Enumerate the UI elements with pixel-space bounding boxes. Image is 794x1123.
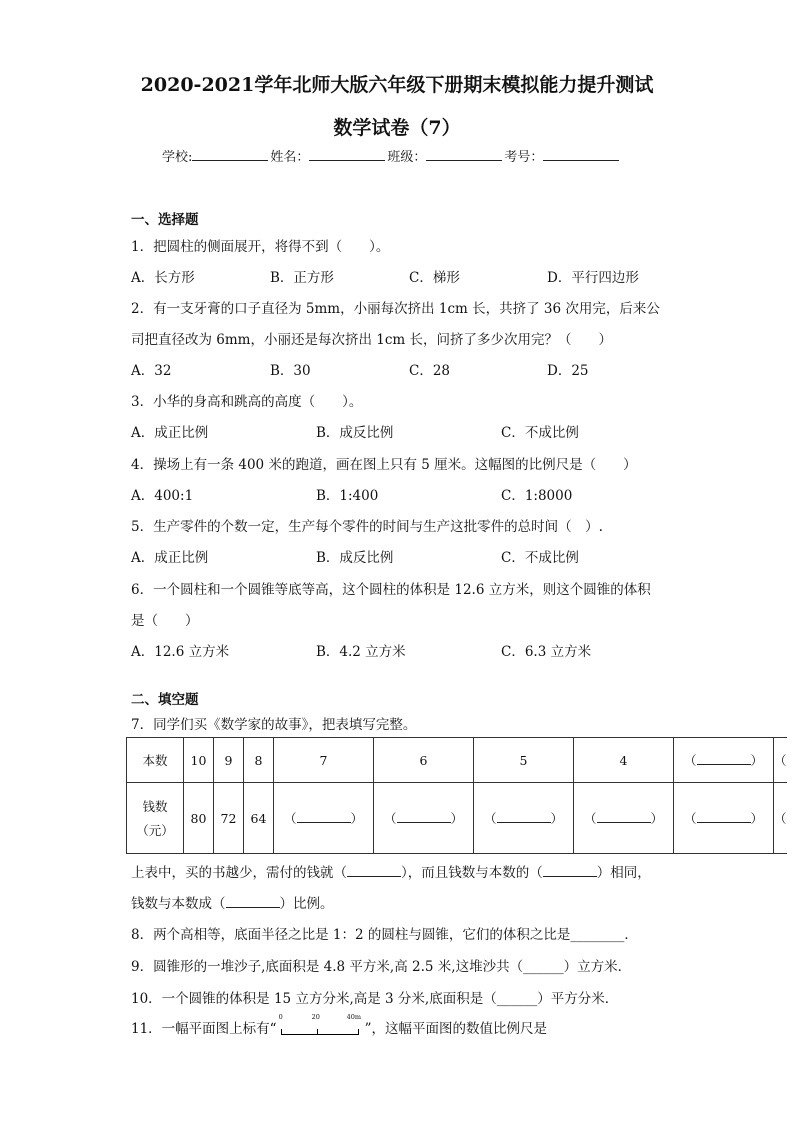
question-7-text: 7．同学们买《数学家的故事》，把表填写完整。 bbox=[131, 717, 417, 733]
q2-option-a: A．32 bbox=[131, 363, 172, 379]
section-heading-fill-in: 二、填空题 bbox=[131, 692, 199, 708]
table-cell: 80 bbox=[184, 783, 214, 854]
class-label: 班级： bbox=[387, 150, 427, 165]
table-cell: 8 bbox=[244, 738, 274, 783]
question-2-text-line1: 2．有一支牙膏的口子直径为 5mm，小丽每次挤出 1cm 长，共挤了 36 次用完，后来公 bbox=[131, 301, 660, 317]
question-6-text-line1: 6．一个圆柱和一个圆锥等底等高，这个圆柱的体积是 12.6 立方米，则这个圆锥的体积 bbox=[131, 582, 651, 598]
q1-option-a: A．长方形 bbox=[131, 270, 195, 286]
q3-option-a: A．成正比例 bbox=[131, 425, 209, 441]
exam-title-line2: 数学试卷（7） bbox=[333, 117, 461, 139]
question-7-followup-2: 钱数与本数成（ ）比例。 bbox=[131, 896, 334, 912]
question-1-text: 1．把圆柱的侧面展开，将得不到（ ）。 bbox=[131, 239, 390, 255]
table-cell: 6 bbox=[374, 738, 474, 783]
question-2-text-line2: 司把直径改为 6mm，小丽还是每次挤出 1cm 长，问挤了多少次用完？（ ） bbox=[131, 332, 613, 348]
section-heading-choice: 一、选择题 bbox=[131, 212, 199, 228]
question-7-followup-1: 上表中，买的书越少，需付的钱就（ ），而且钱数与本数的（ ）相同， bbox=[131, 865, 651, 881]
question-11-text: 11．一幅平面图上标有“ 0 20 40m ”，这幅平面图的数值比例尺是 bbox=[131, 1013, 547, 1037]
name-label: 姓名： bbox=[270, 150, 310, 165]
table-cell-blank[interactable]: （ ） bbox=[374, 783, 474, 854]
q5-option-c: C．不成比例 bbox=[501, 550, 579, 566]
q5-option-a: A．成正比例 bbox=[131, 550, 209, 566]
q6-option-a: A．12.6 立方米 bbox=[131, 644, 230, 660]
q6-option-c: C．6.3 立方米 bbox=[501, 644, 592, 660]
table-row-money bbox=[127, 783, 787, 854]
question-3-text: 3．小华的身高和跳高的高度（ ）。 bbox=[131, 394, 363, 410]
table-cell: 9 bbox=[214, 738, 244, 783]
q4-option-b: B．1:400 bbox=[316, 488, 379, 504]
answer-blank[interactable] bbox=[543, 864, 597, 877]
question-10-text: 10．一个圆锥的体积是 15 立方分米,高是 3 分米,底面积是（______）平方分米． bbox=[131, 991, 619, 1007]
q1-option-b: B．正方形 bbox=[270, 270, 334, 286]
table-cell-blank[interactable]: （ ） bbox=[474, 783, 574, 854]
table-cell: 72 bbox=[214, 783, 244, 854]
table-cell: 10 bbox=[184, 738, 214, 783]
table-header-money: 钱数 （元） bbox=[127, 783, 184, 854]
q3-option-b: B．成反比例 bbox=[316, 425, 394, 441]
school-label: 学校: bbox=[162, 150, 193, 165]
student-info-row bbox=[162, 146, 621, 165]
q4-option-a: A．400:1 bbox=[131, 488, 194, 504]
table-cell-partial: （ bbox=[774, 783, 787, 854]
question-6-text-line2: 是（ ） bbox=[131, 613, 199, 629]
book-price-table bbox=[126, 737, 787, 854]
class-blank bbox=[426, 148, 502, 161]
q1-option-c: C．梯形 bbox=[409, 270, 460, 286]
table-cell-blank[interactable]: （ ） bbox=[574, 783, 674, 854]
q2-option-d: D．25 bbox=[547, 363, 589, 379]
table-cell-blank[interactable]: （ ） bbox=[274, 783, 374, 854]
number-label: 考号： bbox=[504, 150, 544, 165]
table-row-books bbox=[127, 738, 787, 783]
scale-bar-icon: 0 20 40m bbox=[279, 1017, 365, 1037]
name-blank bbox=[309, 148, 385, 161]
answer-blank[interactable] bbox=[226, 895, 280, 908]
table-cell-blank[interactable]: （ ） bbox=[674, 738, 774, 783]
number-blank bbox=[543, 148, 619, 161]
q2-option-b: B．30 bbox=[270, 363, 311, 379]
question-8-text: 8．两个高相等，底面半径之比是 1：2 的圆柱与圆锥，它们的体积之比是________． bbox=[131, 927, 638, 943]
school-blank bbox=[192, 148, 268, 161]
table-cell-blank[interactable]: （ ） bbox=[674, 783, 774, 854]
question-9-text: 9．圆锥形的一堆沙子,底面积是 4.8 平方米,高 2.5 米,这堆沙共（______）立方米． bbox=[131, 959, 632, 975]
q3-option-c: C．不成比例 bbox=[501, 425, 579, 441]
table-cell: 5 bbox=[474, 738, 574, 783]
answer-blank[interactable] bbox=[347, 864, 401, 877]
q6-option-b: B．4.2 立方米 bbox=[316, 644, 406, 660]
question-5-text: 5．生产零件的个数一定，生产每个零件的时间与生产这批零件的总时间（ ）. bbox=[131, 519, 603, 535]
q1-option-d: D．平行四边形 bbox=[547, 270, 639, 286]
table-cell-partial: （ bbox=[774, 738, 787, 783]
table-header-books: 本数 bbox=[127, 738, 184, 783]
q2-option-c: C．28 bbox=[409, 363, 451, 379]
question-4-text: 4．操场上有一条 400 米的跑道，画在图上只有 5 厘米。这幅图的比例尺是（ ） bbox=[131, 457, 637, 473]
table-cell: 7 bbox=[274, 738, 374, 783]
q4-option-c: C．1:8000 bbox=[501, 488, 573, 504]
table-cell: 64 bbox=[244, 783, 274, 854]
exam-title-line1: 2020-2021学年北师大版六年级下册期末模拟能力提升测试 bbox=[140, 74, 654, 96]
table-cell: 4 bbox=[574, 738, 674, 783]
q5-option-b: B．成反比例 bbox=[316, 550, 394, 566]
